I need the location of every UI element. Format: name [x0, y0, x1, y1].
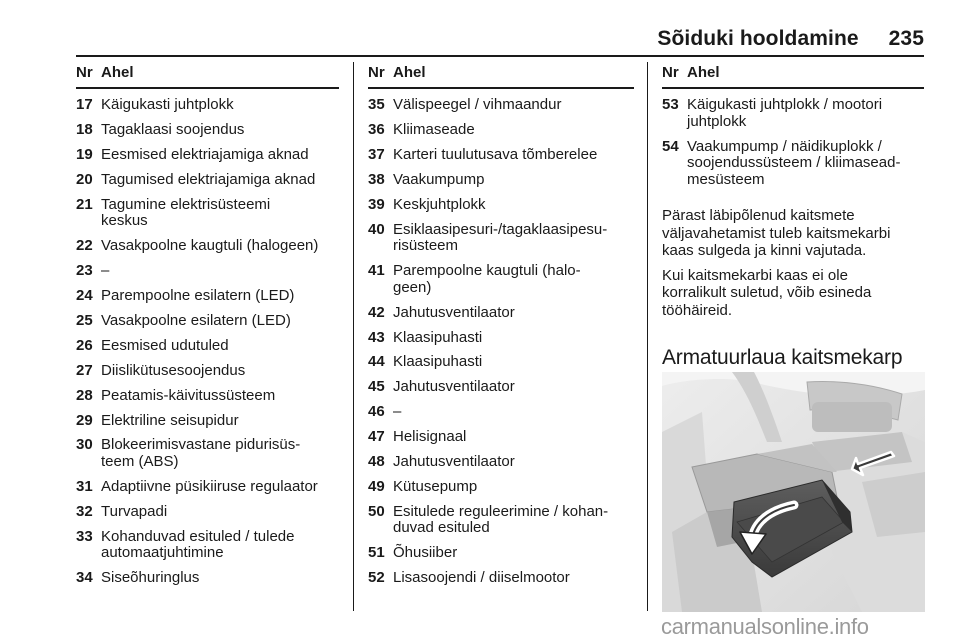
fuse-number: 23: [76, 262, 93, 280]
table-row: [76, 197, 339, 230]
circuit-name: Käigukasti juhtplokk / mootori juhtplokk: [687, 96, 883, 130]
fuse-number: 33: [76, 527, 93, 545]
fuse-number: 40: [368, 220, 385, 238]
table-header: [368, 63, 634, 89]
fuse-number: 47: [368, 428, 385, 446]
table-row: [76, 238, 339, 255]
table-row: [368, 330, 634, 347]
fuse-table-3: [662, 63, 924, 370]
circuit-name: Elektriline seisupidur: [101, 411, 239, 429]
circuit-name: Klaasipuhasti: [393, 328, 483, 346]
table-row: [368, 545, 634, 562]
table-row: [76, 97, 339, 114]
circuit-name: Vaakumpump / näidikuplokk / soojendussüsteem / kliimasead-mesüsteem: [687, 137, 901, 188]
circuit-name: Kliimaseade: [393, 121, 475, 139]
page-header: [657, 27, 924, 51]
table-row: [368, 454, 634, 471]
table-row: [76, 504, 339, 521]
fuse-number: 31: [76, 477, 93, 495]
table-row: [76, 172, 339, 189]
table-header: [76, 63, 339, 89]
fuse-number: 21: [76, 195, 93, 213]
circuit-name: Tagaklaasi soojendus: [101, 121, 245, 139]
table-row: [76, 363, 339, 380]
fuse-number: 29: [76, 411, 93, 429]
circuit-name: Esitulede reguleerimine / kohan-duvad esituled: [393, 502, 609, 537]
fuse-number: 48: [368, 452, 385, 470]
circuit-name: Blokeerimisvastane pidurisüs-teem (ABS): [101, 436, 301, 470]
fuse-number: 54: [662, 137, 679, 155]
circuit-name: Õhusiiber: [393, 544, 458, 562]
fuse-number: 44: [368, 353, 385, 371]
paragraph-lid-warning: Kui kaitsmekarbi kaas ei ole korralikult suletud, võib esineda tööhäireid.: [662, 266, 872, 319]
table-row: [368, 429, 634, 446]
circuit-name: Siseõhuringlus: [101, 569, 200, 587]
fuse-number: 27: [76, 361, 93, 379]
header-rule: [76, 55, 924, 57]
circuit-name: Vasakpoolne esilatern (LED): [101, 312, 291, 330]
table-row: [76, 338, 339, 355]
fuse-number: 35: [368, 96, 385, 114]
circuit-name: Vaakumpump: [393, 171, 485, 189]
circuit-name: Eesmised elektriajamiga aknad: [101, 146, 309, 164]
circuit-name: Turvapadi: [101, 502, 168, 520]
fuse-number: 30: [76, 436, 93, 454]
table-row: [368, 222, 634, 255]
fuse-number: 39: [368, 195, 385, 213]
fuse-number: 34: [76, 569, 93, 587]
column-header-nr: Nr: [76, 64, 93, 81]
circuit-name: Kütusepump: [393, 477, 478, 495]
table-row: [368, 172, 634, 189]
table-row: [76, 437, 339, 470]
table-row: [76, 529, 339, 562]
fuse-number: 22: [76, 237, 93, 255]
circuit-name: Helisignaal: [393, 428, 467, 446]
circuit-name: Jahutusventilaator: [393, 303, 515, 321]
circuit-name: Esiklaasipesuri-/tagaklaasipesu-risüsteem: [393, 220, 608, 255]
fuse-table-2: [368, 63, 634, 587]
table-row: [368, 197, 634, 214]
circuit-name: Diislikütusesoojendus: [101, 361, 246, 379]
circuit-name: –: [393, 403, 402, 421]
fuse-number: 32: [76, 502, 93, 520]
table-row: [76, 413, 339, 430]
fuse-number: 19: [76, 146, 93, 164]
fuse-number: 24: [76, 287, 93, 305]
circuit-name: –: [101, 262, 110, 280]
table-row: [368, 97, 634, 114]
fuse-number: 37: [368, 146, 385, 164]
table-row: [368, 263, 634, 296]
table-row: [662, 139, 924, 189]
table-row: [368, 404, 634, 421]
circuit-name: Keskjuhtplokk: [393, 195, 486, 213]
fuse-number: 36: [368, 121, 385, 139]
circuit-name: Parempoolne kaugtuli (halo-geen): [393, 262, 581, 296]
column-divider: [353, 62, 354, 611]
circuit-name: Vasakpoolne kaugtuli (halogeen): [101, 237, 319, 255]
fuse-number: 49: [368, 477, 385, 495]
circuit-name: Lisasoojendi / diiselmootor: [393, 569, 570, 587]
table-row: [76, 479, 339, 496]
table-row: [368, 379, 634, 396]
paragraph-fuse-replacement: Pärast läbipõlenud kaitsmete väljavahetamist tuleb kaitsmekarbi kaas sulgeda ja kinni vajutada.: [662, 207, 891, 260]
fuse-number: 25: [76, 312, 93, 330]
column-header-nr: Nr: [662, 64, 679, 81]
table-header: [662, 63, 924, 89]
circuit-name: Välispeegel / vihmaandur: [393, 96, 562, 114]
fuse-number: 38: [368, 171, 385, 189]
circuit-name: Peatamis-käivitussüsteem: [101, 386, 276, 404]
circuit-name: Tagumine elektrisüsteemi keskus: [101, 195, 271, 230]
table-row: [76, 263, 339, 280]
table-row: [368, 504, 634, 537]
table-row: [662, 97, 924, 130]
circuit-name: Karteri tuulutusava tõmberelee: [393, 146, 598, 164]
fuse-number: 42: [368, 303, 385, 321]
table-row: [76, 388, 339, 405]
table-row: [368, 305, 634, 322]
table-row: [76, 313, 339, 330]
fuse-number: 52: [368, 569, 385, 587]
circuit-name: Tagumised elektriajamiga aknad: [101, 171, 316, 189]
circuit-name: Käigukasti juhtplokk: [101, 96, 234, 114]
column-header-ahel: Ahel: [101, 64, 134, 81]
circuit-name: Kohanduvad esituled / tulede automaatjuhtimine: [101, 527, 295, 562]
table-row: [368, 570, 634, 587]
fuse-number: 51: [368, 544, 385, 562]
fuse-number: 41: [368, 262, 385, 280]
fuse-box-illustration: [662, 372, 925, 612]
circuit-name: Eesmised udutuled: [101, 336, 229, 354]
column-divider: [647, 62, 648, 611]
section-heading: Armatuurlaua kaitsmekarp: [662, 346, 903, 370]
fuse-number: 46: [368, 403, 385, 421]
table-row: [368, 147, 634, 164]
circuit-name: Jahutusventilaator: [393, 378, 515, 396]
column-header-nr: Nr: [368, 64, 385, 81]
header-title: Sõiduki hooldamine: [657, 27, 859, 50]
circuit-name: Klaasipuhasti: [393, 353, 483, 371]
watermark: carmanualsonline.info: [661, 614, 869, 639]
fuse-number: 17: [76, 96, 93, 114]
table-row: [368, 354, 634, 371]
fuse-number: 18: [76, 121, 93, 139]
table-row: [368, 479, 634, 496]
fuse-table-1: [76, 63, 339, 587]
table-row: [76, 570, 339, 587]
page-number: 235: [888, 27, 924, 50]
fuse-number: 53: [662, 96, 679, 114]
table-row: [76, 147, 339, 164]
column-header-ahel: Ahel: [393, 64, 426, 81]
table-row: [76, 122, 339, 139]
fuse-number: 50: [368, 502, 385, 520]
circuit-name: Jahutusventilaator: [393, 452, 515, 470]
fuse-number: 28: [76, 386, 93, 404]
column-header-ahel: Ahel: [687, 64, 720, 81]
table-row: [368, 122, 634, 139]
fuse-number: 43: [368, 328, 385, 346]
table-row: [76, 288, 339, 305]
fuse-number: 26: [76, 336, 93, 354]
circuit-name: Parempoolne esilatern (LED): [101, 287, 295, 305]
fuse-number: 20: [76, 171, 93, 189]
circuit-name: Adaptiivne püsikiiruse regulaator: [101, 477, 318, 495]
fuse-number: 45: [368, 378, 385, 396]
